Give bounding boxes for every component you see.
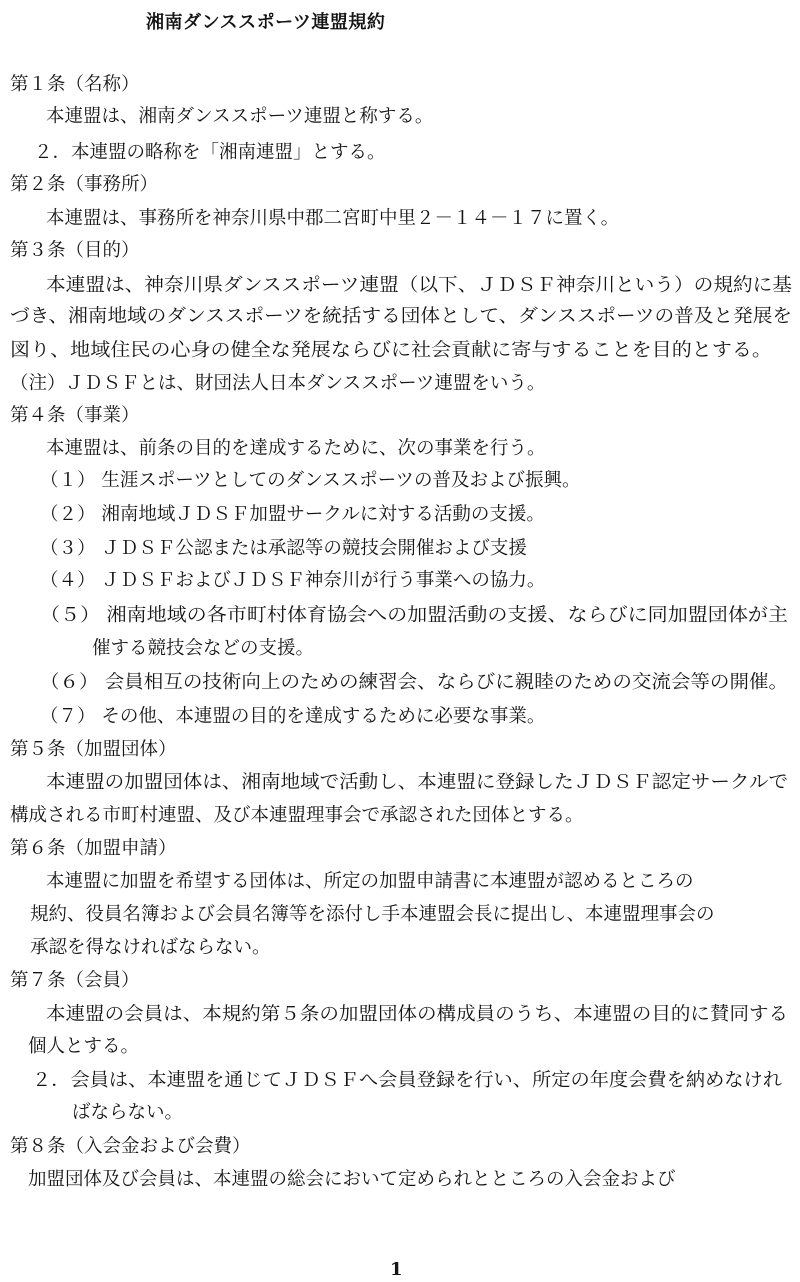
text-line-content: 第７条（会員）: [10, 970, 140, 991]
text-line-content: ばならない。: [72, 1102, 184, 1123]
text-line: [40, 605, 788, 627]
text-line: [72, 1102, 183, 1124]
text-line: [10, 739, 177, 761]
text-line-content: （５） 湘南地域の各市町村体育協会への加盟活動の支援、ならびに同加盟団体が主: [40, 605, 788, 626]
text-line: [46, 438, 546, 460]
text-line-content: 第６条（加盟申請）: [10, 838, 177, 859]
text-line: [46, 208, 619, 230]
text-line-content: 本連盟の加盟団体は、湘南地域で活動し、本連盟に登録したＪＤＳＦ認定サークルで: [46, 772, 789, 793]
text-line-content: 第１条（名称）: [10, 74, 140, 95]
text-line: [10, 405, 140, 427]
text-line: [10, 74, 140, 96]
text-line: [10, 970, 140, 992]
text-line: [10, 306, 792, 328]
text-line-content: づき、湘南地域のダンススポーツを統括する団体として、ダンススポーツの普及と発展を: [10, 306, 792, 327]
text-line: [10, 1136, 251, 1158]
text-line-content: （１） 生涯スポーツとしてのダンススポーツの普及および振興。: [40, 470, 581, 491]
text-line-content: （６） 会員相互の技術向上のための練習会、ならびに親睦のための交流会等の開催。: [40, 672, 789, 693]
text-line-content: （４） ＪＤＳＦおよびＪＤＳＦ神奈川が行う事業への協力。: [40, 570, 546, 591]
text-line-content: 本連盟は、神奈川県ダンススポーツ連盟（以下、ＪＤＳＦ神奈川という）の規約に基: [46, 275, 792, 296]
text-line: [92, 638, 314, 660]
text-line-content: ２．会員は、本連盟を通じてＪＤＳＦへ会員登録を行い、所定の年度会費を納めなけれ: [32, 1070, 783, 1091]
text-line-content: （３） ＪＤＳＦ公認または承認等の競技会開催および支援: [40, 538, 527, 559]
text-line-content: 催する競技会などの支援。: [92, 638, 315, 659]
text-line: [40, 706, 545, 728]
text-line-content: 第２条（事務所）: [10, 174, 159, 195]
text-line-content: （注）ＪＤＳＦとは、財団法人日本ダンススポーツ連盟をいう。: [10, 373, 546, 394]
page-number: 1: [390, 1259, 403, 1280]
text-line: [40, 570, 545, 592]
text-line: [40, 470, 581, 492]
text-line-content: 第３条（目的）: [10, 240, 140, 261]
text-line-content: 構成される市町村連盟、及び本連盟理事会で承認された団体とする。: [10, 805, 584, 826]
text-line: [46, 871, 694, 893]
text-line-content: 本連盟に加盟を希望する団体は、所定の加盟申請書に本連盟が認めるところの: [46, 871, 694, 892]
text-line: [10, 838, 177, 860]
text-line: [28, 1169, 676, 1191]
text-line: [10, 240, 140, 262]
text-line-content: 本連盟は、事務所を神奈川県中郡二宮町中里２－１４－１７に置く。: [46, 208, 620, 229]
text-line-content: （７） その他、本連盟の目的を達成するために必要な事業。: [40, 706, 546, 727]
text-line: [40, 672, 789, 694]
text-line-content: 個人とする。: [28, 1036, 140, 1057]
document-title: 湘南ダンススポーツ連盟規約: [146, 12, 386, 33]
text-line: [40, 504, 545, 526]
text-line: [30, 904, 715, 926]
text-line: [46, 1004, 789, 1026]
text-line: [46, 772, 789, 794]
text-line: [28, 1036, 139, 1058]
text-line-content: 図り、地域住民の心身の健全な発展ならびに社会貢献に寄与することを目的とする。: [10, 340, 772, 361]
text-line: [46, 106, 433, 128]
text-line: [10, 805, 584, 827]
text-line: [34, 142, 386, 164]
text-line: [32, 1070, 783, 1092]
text-line-content: 規約、役員名簿および会員名簿等を添付し手本連盟会長に提出し、本連盟理事会の: [30, 904, 715, 925]
text-line-content: 本連盟の会員は、本規約第５条の加盟団体の構成員のうち、本連盟の目的に賛同する: [46, 1004, 789, 1025]
text-line: [10, 373, 545, 395]
text-line: [10, 340, 772, 362]
text-line-content: 本連盟は、前条の目的を達成するために、次の事業を行う。: [46, 438, 546, 459]
text-line-content: 第８条（入会金および会費）: [10, 1136, 251, 1157]
text-line: [10, 174, 158, 196]
text-line: [46, 275, 792, 297]
text-line: [40, 538, 527, 560]
text-line-content: 加盟団体及び会員は、本連盟の総会において定められとところの入会金および: [28, 1169, 676, 1190]
text-line-content: （２） 湘南地域ＪＤＳＦ加盟サークルに対する活動の支援。: [40, 504, 545, 525]
text-line-content: 本連盟は、湘南ダンススポーツ連盟と称する。: [46, 106, 434, 127]
text-line: [30, 937, 271, 959]
text-line-content: ２．本連盟の略称を「湘南連盟」とする。: [34, 142, 386, 163]
text-line-content: 第５条（加盟団体）: [10, 739, 177, 760]
text-line-content: 第４条（事業）: [10, 405, 140, 426]
text-line-content: 承認を得なければならない。: [30, 937, 271, 958]
